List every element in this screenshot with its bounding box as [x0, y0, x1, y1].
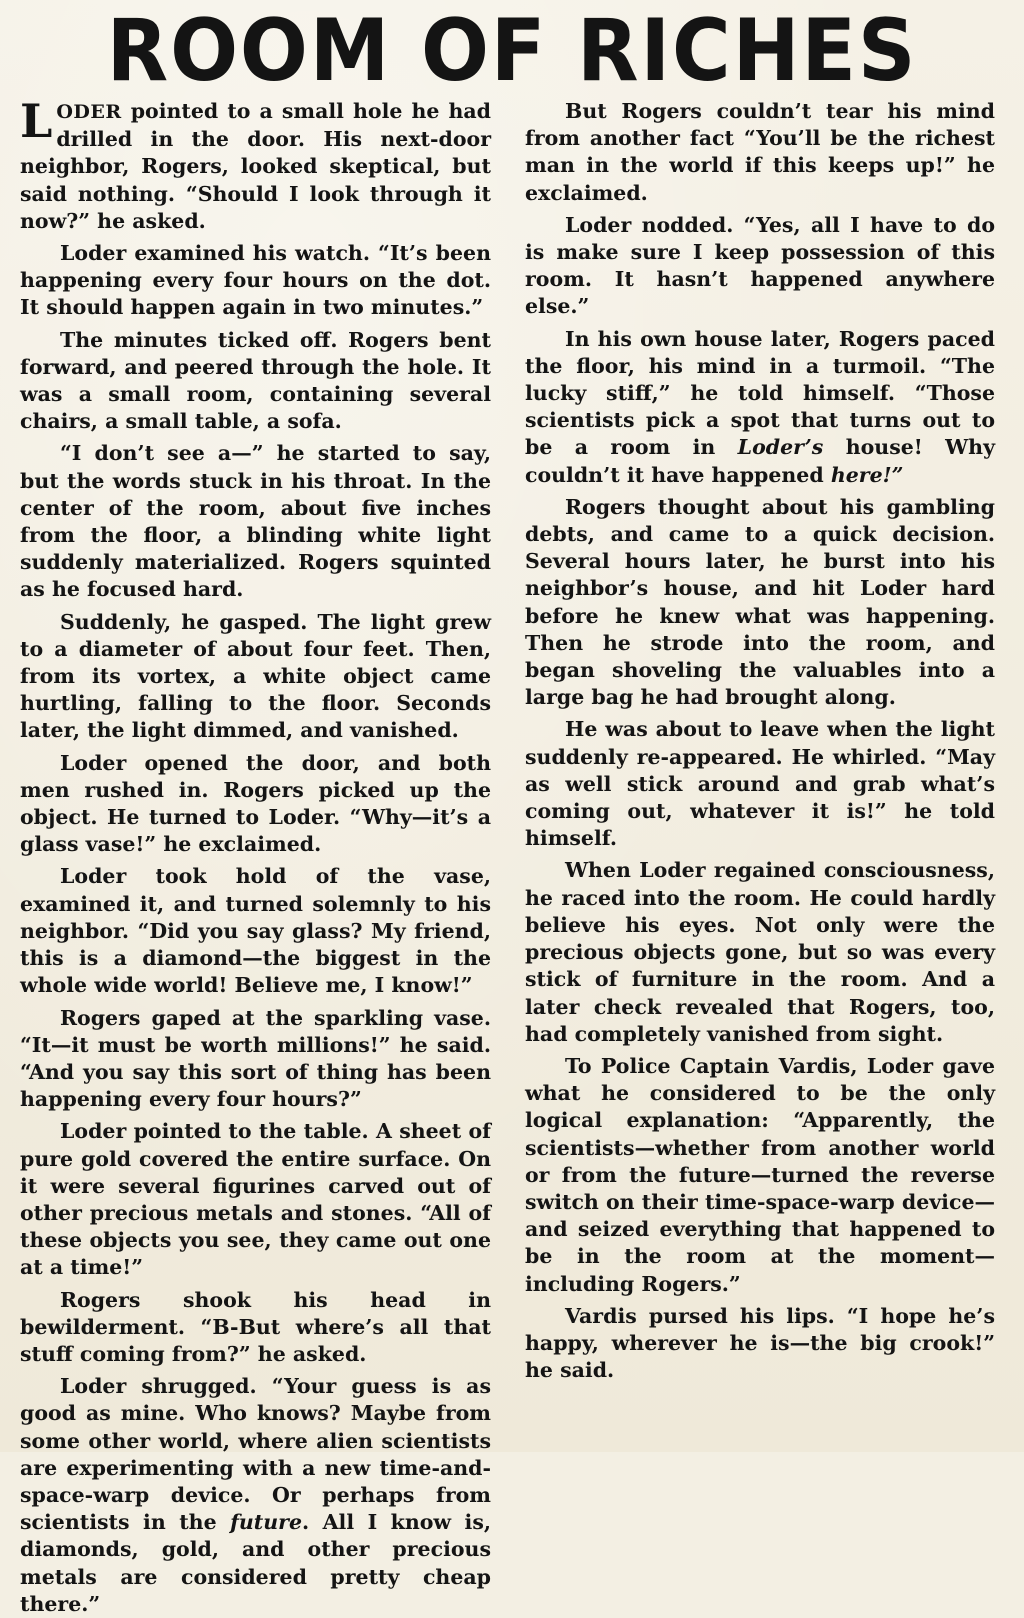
- paragraph-text: house! Why couldn’t it have happened: [525, 435, 995, 487]
- paragraph: But Rogers couldn’t tear his mind from another fact “You’ll be the richest man in the world if this keeps up!” he exclaimed.: [525, 99, 995, 205]
- paragraph: Vardis pursed his lips. “I hope he’s happy, wherever he is—the big crook!” he said.: [525, 1303, 995, 1383]
- paragraph-text: In his own house later, Rogers paced the floor, his mind in a turmoil. “The lucky stiff,” he told himself. “Those scientists pick a spot that turns out to be a room in: [525, 326, 995, 460]
- italic-text: here!”: [830, 462, 904, 487]
- paragraph: [20, 1373, 491, 1618]
- paragraph: [20, 94, 491, 235]
- paragraph: “I don’t see a—” he started to say, but the words stuck in his throat. In the center of the room, about five inches from the floor, a blinding white light suddenly materialized. Rogers squinted as he focused hard.: [20, 441, 491, 602]
- paragraph: Rogers gaped at the sparkling vase. “It—it must be worth millions!” he said. “And you say this sort of thing has been happening every four hours?”: [20, 1005, 491, 1112]
- paragraph: [525, 326, 995, 489]
- italic-text: future: [230, 1510, 303, 1535]
- story-title: ROOM OF RICHES: [106, 1, 918, 101]
- paragraph: Loder opened the door, and both men rushed in. Rogers picked up the object. He turned to Loder. “Why—it’s a glass vase!” he exclaimed.: [20, 750, 491, 857]
- paragraph: Loder pointed to the table. A sheet of pure gold covered the entire surface. On it were several figurines carved out of other precious metals and stones. “All of these objects you see, they came out one at a time!”: [20, 1119, 491, 1280]
- text-column-left: [20, 94, 491, 1616]
- paragraph: The minutes ticked off. Rogers bent forward, and peered through the hole. It was a small room, containing several chairs, a small table, a sofa.: [20, 327, 491, 434]
- paragraph: When Loder regained consciousness, he raced into the room. He could hardly believe his eyes. Not only were the precious objects gone, but so was every stick of furniture in the room. And a later check revealed that Rogers, too, had completely vanished from sight.: [525, 858, 995, 1046]
- paragraph-text: . All I know is, diamonds, gold, and other precious metals are considered pretty cheap there.”: [20, 1510, 491, 1616]
- paragraph-text: pointed to a small hole he had drilled in the door. His next-door neighbor, Rogers, looked skeptical, but said nothing. “Should I look through it now?” he asked.: [20, 99, 491, 233]
- paragraph: Loder nodded. “Yes, all I have to do is make sure I keep possession of this room. It hasn’t happened anywhere else.”: [525, 212, 995, 319]
- paragraph: Loder took hold of the vase, examined it, and turned solemnly to his neighbor. “Did you say glass? My friend, this is a diamond—the biggest in the whole wide world! Believe me, I know!”: [20, 864, 491, 998]
- paragraph: Suddenly, he gasped. The light grew to a diameter of about four feet. Then, from its vortex, a white object came hurtling, falling to the floor. Seconds later, the light dimmed, and vanished.: [20, 609, 491, 743]
- paragraph: To Police Captain Vardis, Loder gave what he considered to be the only logical explanation: “Apparently, the scientists—whether from another world or from the future—turned the reverse switch on their time-space-warp device—and seized everything that happened to be in the room at the moment—including Rogers.”: [525, 1053, 995, 1296]
- paragraph-text: Loder shrugged. “Your guess is as good as mine. Who knows? Maybe from some other world, where alien scientists are experimenting with a new time-and-space-warp device. Or perhaps from scientists in the: [20, 1374, 491, 1535]
- lead-word: ODER: [56, 101, 122, 123]
- paragraph: He was about to leave when the light suddenly re-appeared. He whirled. “May as well stick around and grab what’s coming out, whatever it is!” he told himself.: [525, 717, 995, 851]
- paragraph: Rogers shook his head in bewilderment. “B-But where’s all that stuff coming from?” he asked.: [20, 1287, 491, 1366]
- text-column-right: [525, 98, 995, 1444]
- italic-text: Loder’s: [737, 435, 824, 460]
- paragraph: Loder examined his watch. “It’s been happening every four hours on the dot. It should happen again in two minutes.”: [20, 241, 491, 320]
- paragraph: Rogers thought about his gambling debts, and came to a quick decision. Several hours later, he burst into his neighbor’s house, and hit Loder hard before he knew what was happening. Then he strode into the room, and began shoveling the valuables into a large bag he had brought along.: [525, 494, 995, 710]
- drop-cap: L: [20, 94, 53, 148]
